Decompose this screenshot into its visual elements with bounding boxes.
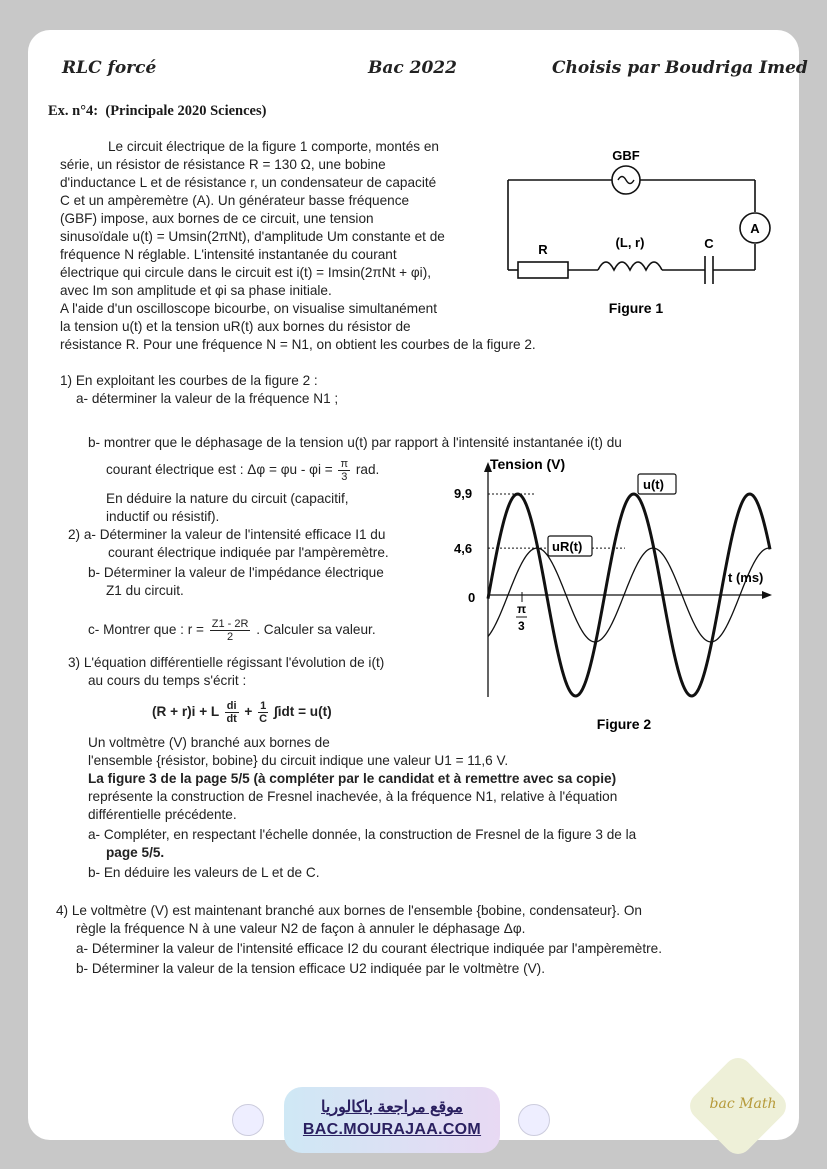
q3-a-line1: a- Compléter, en respectant l'échelle donnée, la construction de Fresnel de la figure 3 de la bbox=[88, 827, 637, 842]
q3-line1: 3) L'équation différentielle régissant l'évolution de i(t) bbox=[68, 655, 385, 670]
x-tick-3: 3 bbox=[518, 619, 525, 633]
q4-a: a- Déterminer la valeur de l'intensité efficace I2 du courant électrique indiquée par l'ampèremètre. bbox=[76, 941, 663, 956]
origin-label: 0 bbox=[468, 590, 476, 605]
q1-b-line1: b- montrer que le déphasage de la tension u(t) par rapport à l'intensité instantanée i(t) du bbox=[88, 435, 622, 450]
footer-logo-right bbox=[518, 1104, 550, 1136]
footer-banner[interactable] bbox=[284, 1087, 500, 1153]
header-author: Choisis par Boudriga Imed bbox=[552, 58, 808, 78]
figure1-circuit bbox=[500, 140, 790, 330]
footer-logo-left bbox=[232, 1104, 264, 1136]
q4-b: b- Déterminer la valeur de la tension efficace U2 indiquée par le voltmètre (V). bbox=[76, 961, 545, 976]
q3-line2: au cours du temps s'écrit : bbox=[88, 673, 247, 688]
q3-line3: Un voltmètre (V) branché aux bornes de bbox=[88, 735, 330, 750]
y-tick-4-6: 4,6 bbox=[454, 541, 473, 556]
phase-fraction: $\frac{\pi}{3}$ bbox=[340, 458, 349, 483]
ammeter-label: A bbox=[750, 221, 760, 236]
q2-a-line1: 2) a- Déterminer la valeur de l'intensité efficace I1 du bbox=[68, 527, 386, 542]
q1-a: a- déterminer la valeur de la fréquence N1 ; bbox=[76, 391, 339, 406]
figure2-caption: Figure 2 bbox=[596, 716, 652, 732]
x-axis-label: t (ms) bbox=[728, 570, 764, 585]
q3-a-line2: page 5/5. bbox=[106, 845, 165, 860]
y-tick-9-9: 9,9 bbox=[454, 486, 473, 501]
q2-b-line1: b- Déterminer la valeur de l'impédance électrique bbox=[88, 565, 384, 580]
q1-b-line3: En déduire la nature du circuit (capacitif, bbox=[106, 491, 349, 506]
footer-arabic: موقع مراجعة باكالوريا bbox=[321, 1099, 463, 1116]
y-axis-label: Tension (V) bbox=[490, 456, 566, 472]
exercise-title: Ex. n°4: (Principale 2020 Sciences) bbox=[48, 103, 267, 119]
q3-line5: La figure 3 de la page 5/5 (à compléter par le candidat et à remettre avec sa copie) bbox=[88, 771, 617, 786]
resistor-label: R bbox=[538, 242, 548, 257]
footer-site-link[interactable]: BAC.MOURAJAA.COM bbox=[302, 1121, 482, 1138]
q3-line4: l'ensemble {résistor, bobine} du circuit indique une valeur U1 = 11,6 V. bbox=[88, 753, 509, 768]
header-year: Bac 2022 bbox=[368, 58, 457, 78]
q4-line1: 4) Le voltmètre (V) est maintenant branché aux bornes de l'ensemble {bobine, condensateur}. On bbox=[56, 903, 642, 918]
differential-equation: (R + r)i + L $\frac{di}{dt}$ + $\frac{1}{C}$ ∫idt = u(t) bbox=[152, 700, 332, 725]
curve-label-u: u(t) bbox=[643, 477, 664, 492]
q2-c: c- Montrer que : r = $\frac{Z1 - 2R}{2}$ . Calculer sa valeur. bbox=[88, 618, 376, 643]
figure1-caption: Figure 1 bbox=[608, 300, 664, 316]
curve-label-uR: uR(t) bbox=[552, 539, 583, 554]
coil-label: (L, r) bbox=[615, 235, 645, 250]
figure2-chart bbox=[440, 452, 780, 742]
header-topic: RLC forcé bbox=[62, 58, 157, 78]
q2-a-line2: courant électrique indiquée par l'ampèremètre. bbox=[108, 545, 389, 560]
q3-b: b- En déduire les valeurs de L et de C. bbox=[88, 865, 320, 880]
q4-line2: règle la fréquence N à une valeur N2 de façon à annuler le déphasage Δφ. bbox=[76, 921, 526, 936]
bacmath-badge-text: bac Math bbox=[709, 1096, 777, 1112]
capacitor-label: C bbox=[704, 236, 714, 251]
q3-line6: représente la construction de Fresnel inachevée, à la fréquence N1, relative à l'équation bbox=[88, 789, 618, 804]
r-fraction: $\frac{Z1 - 2R}{2}$ bbox=[211, 618, 249, 643]
gbf-label: GBF bbox=[612, 148, 640, 163]
q3-line7: différentielle précédente. bbox=[88, 807, 237, 822]
q1-b-line4: inductif ou résistif). bbox=[106, 509, 220, 524]
q1-b-line2: courant électrique est : Δφ = φu - φi = $\frac{\pi}{3}$ rad. bbox=[106, 458, 380, 483]
q2-b-line2: Z1 du circuit. bbox=[106, 583, 184, 598]
q1-heading: 1) En exploitant les courbes de la figure 2 : bbox=[60, 373, 318, 388]
x-tick-pi: π bbox=[517, 602, 527, 616]
